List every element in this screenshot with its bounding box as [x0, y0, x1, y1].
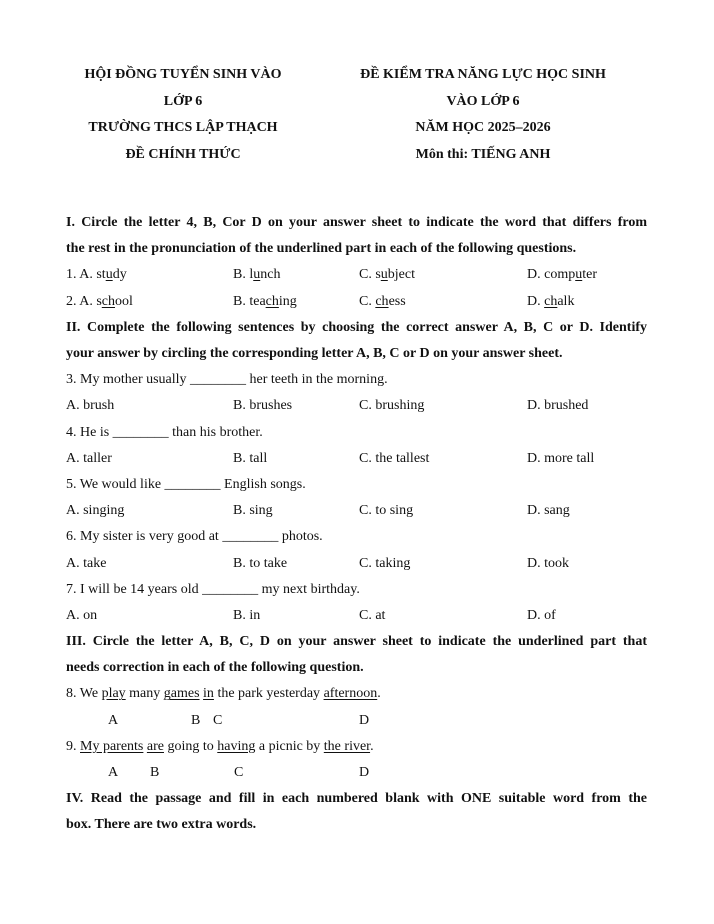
q5-option-d[interactable]: D. sang [527, 503, 570, 519]
q2-c-post: ess [388, 293, 406, 309]
exam-title: ĐỀ KIỂM TRA NĂNG LỰC HỌC SINH [360, 67, 606, 82]
question-4-stem: 4. He is ________ than his brother. [66, 424, 263, 440]
q1-b-pre: B. l [233, 267, 254, 283]
q1-option-c[interactable] [359, 262, 415, 288]
q2-a-underlined: ch [101, 293, 116, 309]
q2-d-pre: D. [527, 293, 545, 309]
q9-label-a[interactable]: A [108, 765, 119, 781]
q8-part-d[interactable]: afternoon [323, 686, 378, 702]
q7-option-d[interactable]: D. of [527, 607, 556, 623]
grade-label: LỚP 6 [163, 93, 203, 109]
question-8-sentence [66, 681, 647, 707]
q5-option-c[interactable]: C. to sing [359, 503, 414, 519]
q1-b-underlined: u [253, 267, 261, 283]
council-name: HỘI ĐỒNG TUYỂN SINH VÀO [84, 67, 282, 82]
section-4-heading [66, 786, 647, 812]
q8-part-c[interactable]: in [203, 686, 214, 702]
school-year: NĂM HỌC 2025–2026 [415, 120, 551, 135]
q3-option-b[interactable]: B. brushes [233, 398, 293, 414]
question-3-options [66, 393, 647, 419]
question-6-options [66, 551, 647, 577]
q1-a-underlined: u [105, 267, 113, 283]
q3-option-c[interactable]: C. brushing [359, 398, 425, 414]
q2-c-underlined: ch [375, 293, 389, 309]
q8-label-a[interactable]: A [108, 712, 119, 728]
section-3-line-2: needs correction in each of the following question. [66, 660, 364, 676]
q1-d-pre: D. comp [527, 267, 576, 283]
q4-option-b[interactable]: B. tall [233, 450, 268, 466]
question-2 [66, 289, 647, 315]
q2-c-pre: C. [359, 293, 376, 309]
q1-d-post: ter [582, 267, 597, 283]
exam-grade: VÀO LỚP 6 [446, 93, 520, 109]
section-1-line-2: the rest in the pronunciation of the underlined part in each of the following questions. [66, 241, 577, 257]
question-7-stem: 7. I will be 14 years old ________ my next birthday. [66, 581, 360, 597]
q8-text: 8. We [66, 686, 102, 702]
q1-b-post: nch [260, 267, 281, 283]
q2-a-pre: 2. A. s [66, 293, 102, 309]
exam-body [66, 210, 647, 839]
q7-option-c[interactable]: C. at [359, 607, 386, 623]
question-4-options [66, 446, 647, 472]
question-1 [66, 262, 647, 288]
q9-label-b[interactable]: B [150, 765, 160, 781]
section-4-heading-cont [66, 812, 647, 838]
question-8-labels [66, 708, 647, 734]
q2-d-underlined: ch [544, 293, 558, 309]
q7-option-a[interactable]: A. on [66, 607, 98, 623]
section-1-heading-cont [66, 236, 647, 262]
q2-a-post: ool [115, 293, 133, 309]
subject-label: Môn thi: TIẾNG ANH [415, 146, 551, 162]
question-7-options [66, 603, 647, 629]
q9-text: a picnic by [255, 738, 324, 754]
q1-c-underlined: u [380, 267, 388, 283]
section-2-line-1: II. Complete the following sentences by choosing the correct answer A, B, C or D. Identify [66, 319, 647, 335]
section-2-line-2: your answer by circling the corresponding letter A, B, C or D on your answer sheet. [66, 345, 563, 361]
q6-option-d[interactable]: D. took [527, 555, 569, 571]
q8-part-a[interactable]: play [101, 686, 126, 702]
q1-c-pre: C. s [359, 267, 381, 283]
q9-part-c[interactable]: having [217, 738, 256, 754]
q2-option-b[interactable] [233, 289, 297, 315]
official-label: ĐỀ CHÍNH THỨC [125, 146, 241, 162]
section-3-line-1: III. Circle the letter A, B, C, D on your answer sheet to indicate the underlined part that [66, 634, 647, 650]
q6-option-a[interactable]: A. take [66, 555, 107, 571]
section-3-heading-cont [66, 655, 647, 681]
q2-option-d[interactable] [527, 289, 574, 315]
q3-option-a[interactable]: A. brush [66, 398, 115, 414]
q1-a-pre: 1. A. st [66, 267, 106, 283]
q9-part-d[interactable]: the river [323, 738, 371, 754]
q1-option-d[interactable] [527, 262, 597, 288]
q6-option-b[interactable]: B. to take [233, 555, 288, 571]
q7-option-b[interactable]: B. in [233, 607, 261, 623]
q2-b-underlined: ch [265, 293, 279, 309]
question-5-options [66, 498, 647, 524]
q4-option-d[interactable]: D. more tall [527, 450, 595, 466]
section-2-heading [66, 315, 647, 341]
q9-part-b[interactable]: are [146, 738, 164, 754]
question-3-stem: 3. My mother usually ________ her teeth in the morning. [66, 372, 388, 388]
q1-c-post: bject [387, 267, 416, 283]
q8-label-d[interactable]: D [359, 712, 370, 728]
header-left [48, 62, 318, 168]
q9-text: . [370, 738, 374, 754]
q8-label-c[interactable]: C [213, 712, 223, 728]
section-1-line-1: I. Circle the letter 4, B, Cor D on your answer sheet to indicate the word that differs from [66, 215, 647, 230]
q8-text: the park yesterday [213, 686, 324, 702]
section-4-line-2: box. There are two extra words. [66, 817, 257, 833]
q1-option-b[interactable] [233, 262, 280, 288]
q9-text: going to [163, 738, 218, 754]
header-right [336, 62, 630, 168]
q9-label-c[interactable]: C [234, 765, 244, 781]
question-9-sentence [66, 734, 647, 760]
q4-option-a[interactable]: A. taller [66, 450, 112, 466]
q2-d-post: alk [557, 293, 575, 309]
q8-label-b[interactable]: B [191, 712, 201, 728]
section-4-line-1: IV. Read the passage and fill in each numbered blank with ONE suitable word from the [66, 791, 647, 807]
section-1-heading [66, 210, 647, 236]
q1-option-a[interactable] [66, 262, 127, 288]
q9-part-a[interactable]: My parents [80, 738, 144, 754]
school-name: TRƯỜNG THCS LẬP THẠCH [88, 120, 278, 135]
q2-b-pre: B. tea [233, 293, 266, 309]
q9-text: 9. [66, 738, 80, 754]
q5-option-a[interactable]: A. singing [66, 503, 125, 519]
q9-label-d[interactable]: D [359, 765, 370, 781]
q1-a-post: dy [112, 267, 127, 283]
q2-option-c[interactable] [359, 289, 406, 315]
section-2-heading-cont [66, 341, 647, 367]
section-3-heading [66, 629, 647, 655]
q5-option-b[interactable]: B. sing [233, 503, 273, 519]
question-5-stem: 5. We would like ________ English songs. [66, 476, 306, 492]
question-9-labels [66, 760, 647, 786]
q3-option-d[interactable]: D. brushed [527, 398, 589, 414]
q2-b-post: ing [278, 293, 297, 309]
q6-option-c[interactable]: C. taking [359, 555, 411, 571]
q4-option-c[interactable]: C. the tallest [359, 450, 430, 466]
q8-text: . [377, 686, 381, 702]
q2-option-a[interactable] [66, 289, 133, 315]
q1-d-underlined: u [575, 267, 583, 283]
q8-part-b[interactable]: games [163, 686, 200, 702]
q8-text: many [125, 686, 164, 702]
question-6-stem: 6. My sister is very good at ________ photos. [66, 529, 323, 545]
